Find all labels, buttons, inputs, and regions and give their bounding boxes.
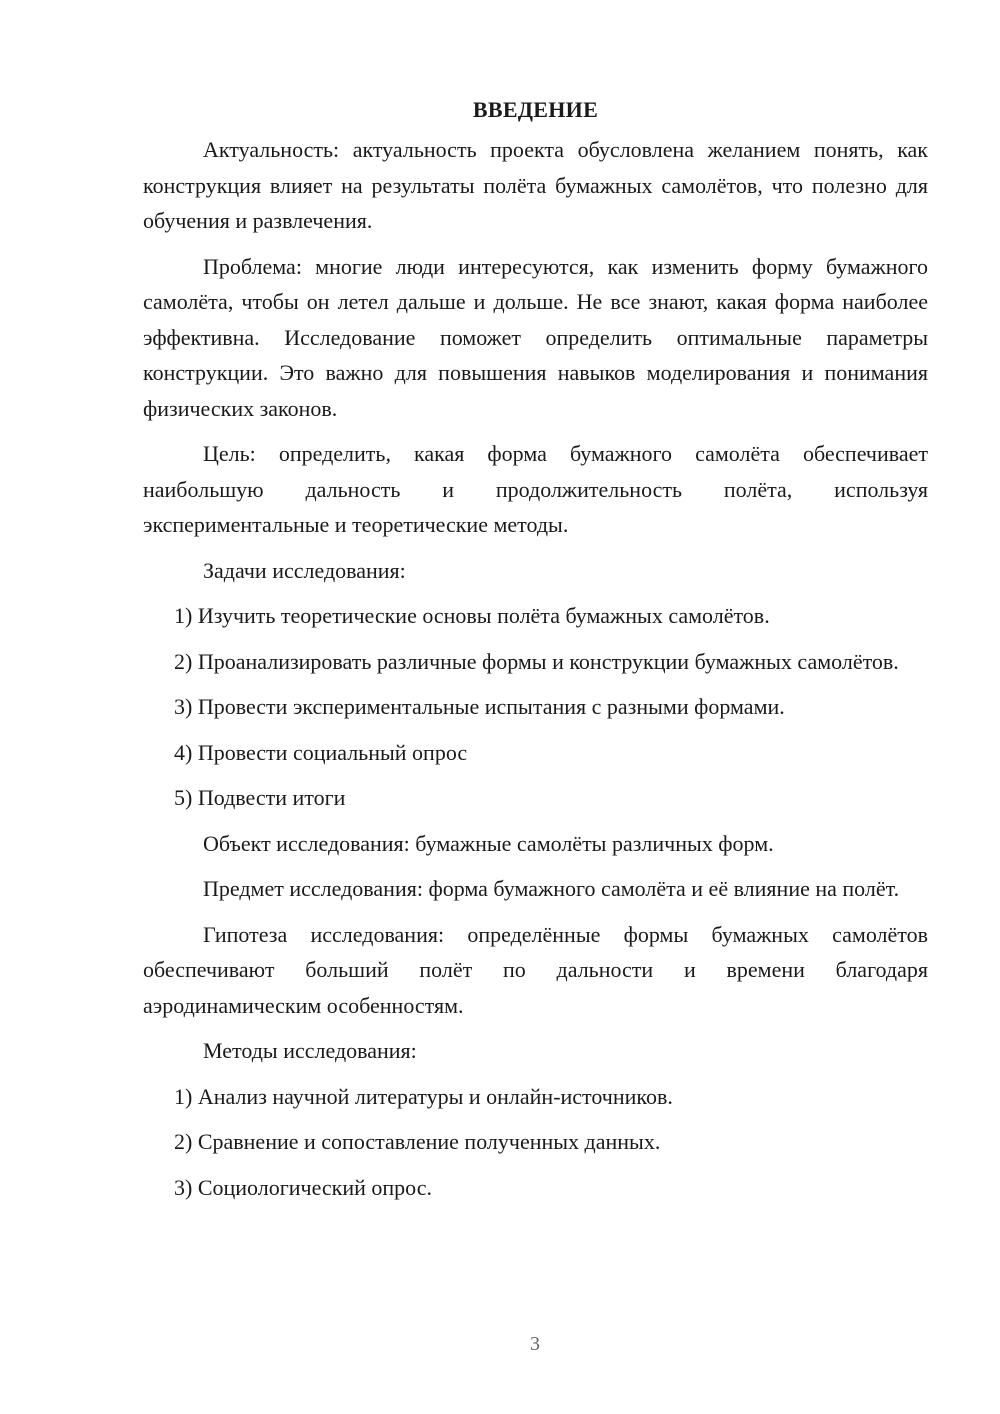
task-item: 1) Изучить теоретические основы полёта бумажных самолётов. — [174, 603, 770, 628]
goal-paragraph: Цель: определить, какая форма бумажного самолёта обеспечивает наибольшую дальность и продолжительность полёта, используя экспериментальные и теоретические методы. — [143, 441, 928, 537]
problem-paragraph: Проблема: многие люди интересуются, как изменить форму бумажного самолёта, чтобы он летел дальше и дольше. Не все знают, какая форма наиболее эффективна. Исследование поможет определить оптимальные параметры конструкции. Это важно для повышения навыков моделирования и понимания физических законов. — [143, 253, 928, 421]
task-item: 4) Провести социальный опрос — [174, 739, 468, 765]
hypothesis-paragraph: Гипотеза исследования: определённые формы бумажных самолётов обеспечивают больший полёт по дальности и времени благодаря аэродинамическим особенностям. — [143, 921, 928, 1018]
relevance-paragraph: Актуальность: актуальность проекта обусловлена желанием понять, как конструкция влияет на результаты полёта бумажных самолётов, что полезно для обучения и развлечения. — [143, 137, 928, 233]
document-page — [143, 92, 928, 1215]
method-item: 2) Сравнение и сопоставление полученных данных. — [174, 1129, 661, 1154]
methods-heading: Методы исследования: — [203, 1038, 417, 1063]
page-number: 3 — [530, 1333, 540, 1355]
tasks-heading: Задачи исследования: — [203, 557, 406, 583]
document-title: ВВЕДЕНИЕ — [472, 97, 599, 122]
task-item: 2) Проанализировать различные формы и конструкции бумажных самолётов. — [174, 648, 899, 674]
task-item: 5) Подвести итоги — [174, 785, 346, 810]
task-item: 3) Провести экспериментальные испытания с разными формами. — [174, 694, 785, 719]
method-item: 1) Анализ научной литературы и онлайн-источников. — [174, 1083, 673, 1109]
method-item: 3) Социологический опрос. — [174, 1174, 432, 1200]
subject-paragraph: Предмет исследования: форма бумажного самолёта и её влияние на полёт. — [203, 876, 900, 901]
object-paragraph: Объект исследования: бумажные самолёты различных форм. — [203, 830, 774, 856]
